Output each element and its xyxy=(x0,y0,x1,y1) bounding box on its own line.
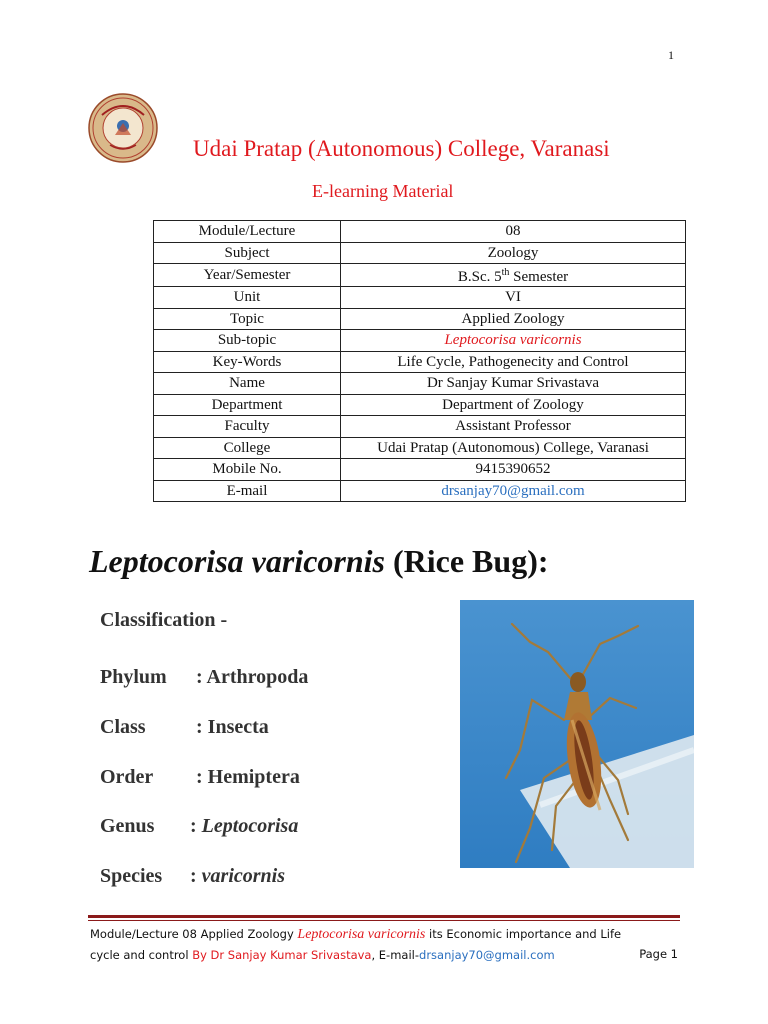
college-logo-icon xyxy=(88,93,158,163)
table-row xyxy=(154,351,686,373)
page-footer xyxy=(90,924,680,965)
table-value: Udai Pratap (Autonomous) College, Varanasi xyxy=(341,437,686,459)
footer-email-link[interactable]: drsanjay70@gmail.com xyxy=(419,948,555,962)
table-key: College xyxy=(154,437,341,459)
footer-text: Module/Lecture 08 Applied Zoology xyxy=(90,927,298,941)
classification-row-species: Species : varicornis xyxy=(100,865,286,887)
table-value xyxy=(341,480,686,502)
table-row xyxy=(154,394,686,416)
classification-row-class xyxy=(100,716,269,739)
table-key: Unit xyxy=(154,287,341,309)
table-value: 9415390652 xyxy=(341,459,686,481)
table-value: Life Cycle, Pathogenecity and Control xyxy=(341,351,686,373)
table-key: Topic xyxy=(154,308,341,330)
table-value: Department of Zoology xyxy=(341,394,686,416)
table-key: Module/Lecture xyxy=(154,221,341,243)
table-value: Dr Sanjay Kumar Srivastava xyxy=(341,373,686,395)
table-row xyxy=(154,221,686,243)
table-row xyxy=(154,437,686,459)
classification-row-phylum xyxy=(100,666,308,689)
class-label: Order xyxy=(100,766,154,788)
footer-rule xyxy=(88,915,680,918)
table-value: VI xyxy=(341,287,686,309)
footer-text: its Economic importance and Life xyxy=(425,927,622,941)
table-row xyxy=(154,459,686,481)
footer-rule xyxy=(88,920,680,921)
table-key: Name xyxy=(154,373,341,395)
class-value: Leptocorisa xyxy=(201,815,299,837)
semester-suffix: Semester xyxy=(509,269,569,285)
class-value: : Hemiptera xyxy=(196,766,300,788)
class-label: Genus xyxy=(100,815,155,837)
email-link[interactable]: drsanjay70@gmail.com xyxy=(441,482,585,499)
table-value: Applied Zoology xyxy=(341,308,686,330)
table-value xyxy=(341,264,686,287)
table-key: Sub-topic xyxy=(154,330,341,352)
heading-species: Leptocorisa varicornis xyxy=(89,543,385,579)
classification-heading: Classification - xyxy=(100,609,228,631)
table-key: Department xyxy=(154,394,341,416)
table-key: Subject xyxy=(154,242,341,264)
table-row xyxy=(154,242,686,264)
table-row xyxy=(154,330,686,352)
footer-text: cycle and control xyxy=(90,948,193,962)
table-key: Mobile No. xyxy=(154,459,341,481)
table-key: E-mail xyxy=(154,480,341,502)
footer-text: , E-mail- xyxy=(371,948,420,962)
class-value: varicornis xyxy=(201,865,286,887)
rice-bug-photo xyxy=(460,600,694,868)
table-row xyxy=(154,264,686,287)
classification-row-genus: Genus : Leptocorisa xyxy=(100,815,299,837)
info-table xyxy=(153,220,686,502)
class-value: : Insecta xyxy=(196,716,269,738)
footer-page-number: Page 1 xyxy=(639,947,678,961)
classification-row-order xyxy=(100,766,300,789)
footer-species: Leptocorisa varicornis xyxy=(297,927,426,942)
table-row xyxy=(154,373,686,395)
table-row xyxy=(154,308,686,330)
college-title: Udai Pratap (Autonomous) College, Varanasi xyxy=(193,136,610,161)
table-key: Faculty xyxy=(154,416,341,438)
material-title: E-learning Material xyxy=(312,181,454,201)
semester-text: B.Sc. 5 xyxy=(457,269,502,285)
class-label: Phylum xyxy=(100,666,167,688)
table-row xyxy=(154,416,686,438)
table-key: Year/Semester xyxy=(154,264,341,287)
footer-author: By Dr Sanjay Kumar Srivastava xyxy=(192,948,372,962)
table-value: Zoology xyxy=(341,242,686,264)
semester-sup: th xyxy=(501,267,510,278)
section-heading xyxy=(89,543,549,580)
table-value: Leptocorisa varicornis xyxy=(341,330,686,352)
table-value: Assistant Professor xyxy=(341,416,686,438)
table-key: Key-Words xyxy=(154,351,341,373)
table-value: 08 xyxy=(341,221,686,243)
class-value: : Arthropoda xyxy=(196,666,309,688)
table-row xyxy=(154,287,686,309)
table-row xyxy=(154,480,686,502)
class-label: Species xyxy=(100,865,163,887)
class-label: Class xyxy=(100,716,146,738)
page-number: 1 xyxy=(668,48,674,62)
heading-common-name: (Rice Bug): xyxy=(392,543,549,579)
